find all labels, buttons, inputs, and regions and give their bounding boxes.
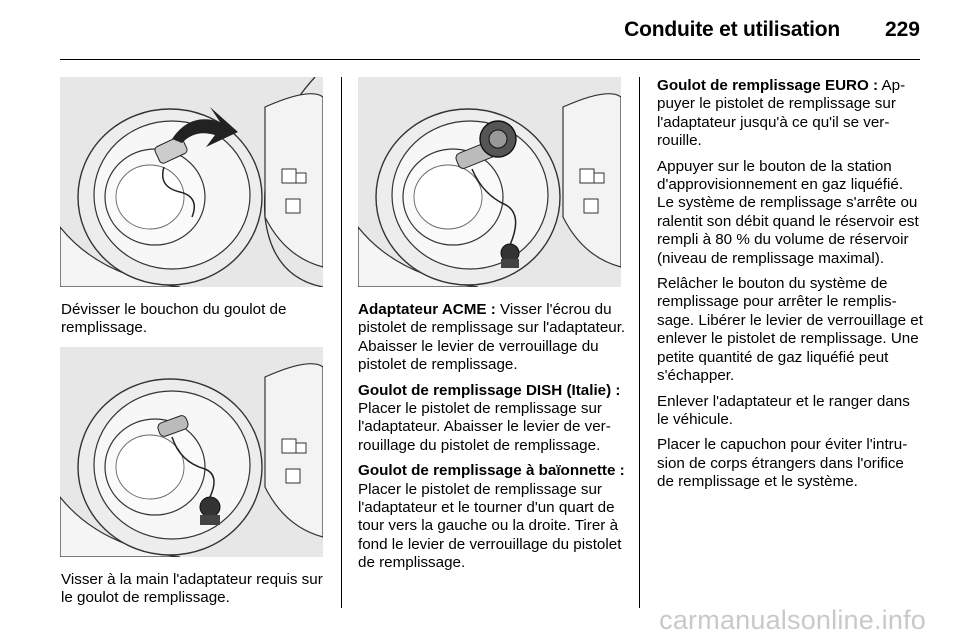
paragraph-acme [358,301,626,375]
paragraph-store-adapter: Enlever l'adaptateur et le ranger dans le véhicule. [657,392,910,428]
paragraph-bayonet [358,462,626,572]
paragraph-dish [358,382,626,456]
label-euro: Goulot de remplissage EURO : [657,77,879,94]
paragraph-release: Relâcher le bouton du système de remplissage pour arrêter le remplissage. Libérer le levier de verrouillage et enlever le pistolet de remplissage. Une petite quantité de gaz liquéfié peut s'échapper. [657,275,923,385]
header-rule [60,59,920,60]
col3-text [657,77,923,499]
text-dish: Placer le pistolet de remplissage sur l'adaptateur. Abaisser le levier de verrouillage du pistolet de remplissage. [358,400,611,454]
watermark: carmanualsonline.info [659,605,926,635]
column-divider-2 [639,77,640,608]
page-number: 229 [884,18,920,41]
figure-unscrew-cap [60,77,323,287]
caption-unscrew: Dévisser le bouchon du goulot de remplissage. [61,301,287,337]
label-acme: Adaptateur ACME : [358,301,496,318]
paragraph-station-button: Appuyer sur le bouton de la station d'approvisionnement en gaz liquéfié. Le système de remplissage s'arrête ou ralentit son débit quand le réservoir est rempli à 80 % du volume de réservoir (niveau de remplissage maximal). [657,157,919,267]
figure-screw-adapter [60,347,323,557]
paragraph-cap: Placer le capuchon pour éviter l'intrusion de corps étrangers dans l'orifice de remplissage et le système. [657,436,908,491]
label-bayonet: Goulot de remplissage à baïonnette : [358,462,625,480]
col2-text [358,301,626,580]
paragraph-euro [657,77,923,151]
header-title: Conduite et utilisation [624,18,840,41]
text-acme: Visser l'écrou du pistolet de remplissage sur l'adaptateur. Abaisser le levier de verrouillage du pistolet de remplissage. [358,301,626,374]
text-euro: Appuyer le pistolet de remplissage sur l'adaptateur jusqu'à ce qu'il se verrouille. [657,77,906,150]
label-dish: Goulot de remplissage DISH (Italie) : [358,381,621,399]
figure-acme-adapter [358,77,621,287]
column-divider-1 [341,77,342,608]
caption-screw-adapter: Visser à la main l'adaptateur requis sur le goulot de remplissage. [61,571,323,607]
text-bayonet: Placer le pistolet de remplissage sur l'adaptateur et le tourner d'un quart de tour vers la gauche ou la droite. Tirer à fond le levier de verrouillage du pistolet de remplissage. [358,480,622,572]
